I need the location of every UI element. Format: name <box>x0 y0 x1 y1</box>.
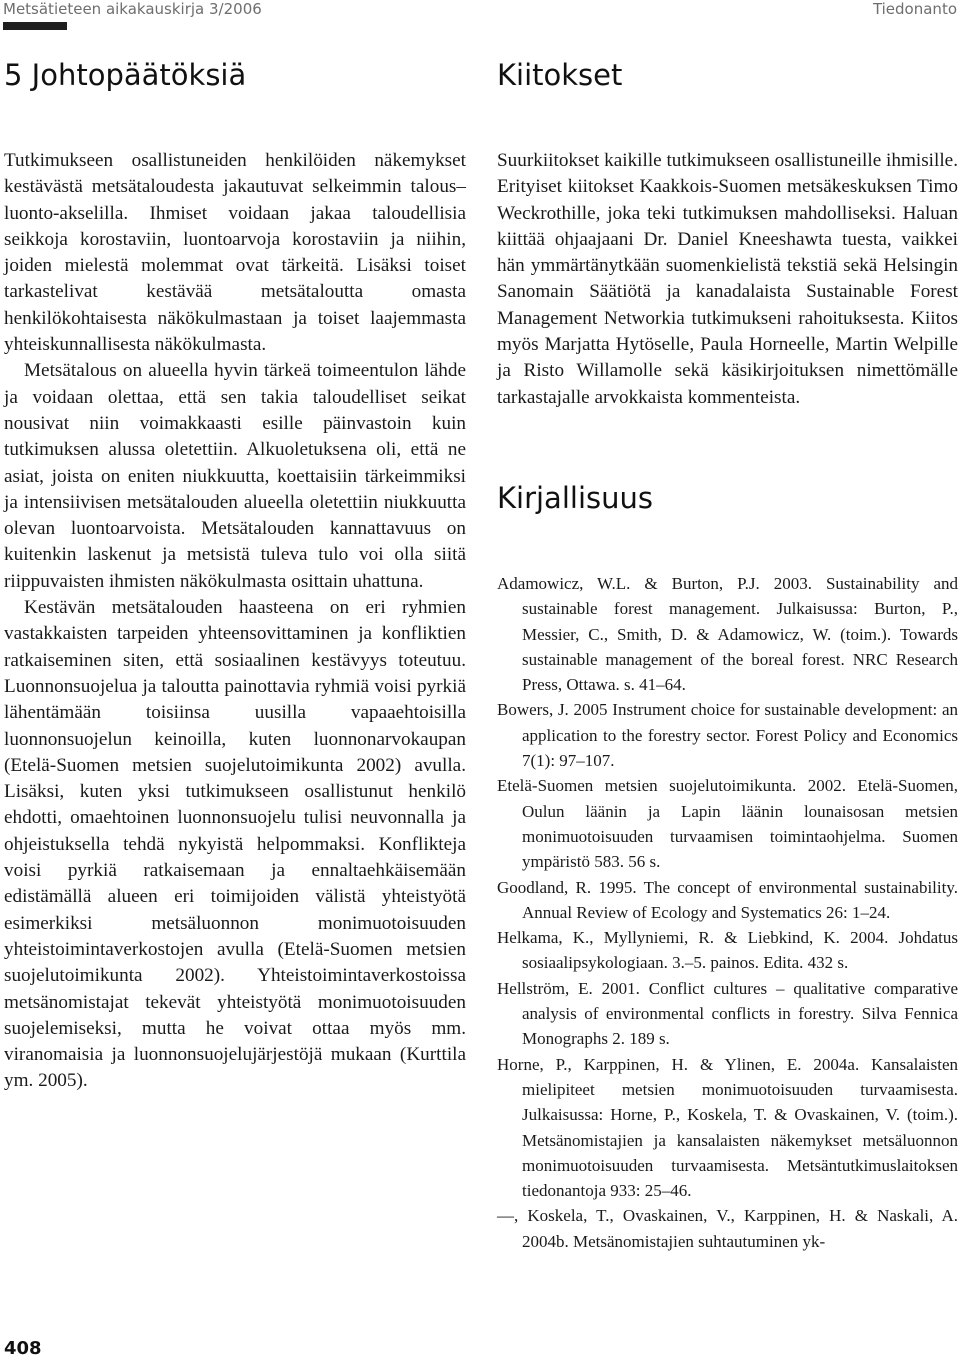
conclusions-paragraph-3: Kestävän metsätalouden haasteena on eri ryhmien vastakkaisten tarpeiden yhteensovittaminen ja konfliktien ratkaiseminen siten, että sosiaalinen kestävyys toteutuu. Luonnonsuojelua ja taloutta painottavia ryhmiä voisi pyrkiä lähentämään toisiinsa uusilla vapaaehtoisilla luonnonsuojelun keinoilla, kuten luonnonarvokaupan (Etelä-Suomen metsien suojelutoimikunta 2002) avulla. Lisäksi, kuten yksi tutkimukseen osallistunut henkilö ehdotti, omaehtoinen luonnonsuojelu tulisi neuvonnalla ja ohjeistuksella tehdä nykyistä helpommaksi. Konflikteja voisi pyrkiä ratkaisemaan ja ennaltaehkäisemään edistämällä alueen eri toimijoiden välistä yhteistyötä esimerkiksi metsäluonnon monimuotoisuuden yhteistoimintaverkostojen avulla (Etelä-Suomen metsien suojelutoimikunta 2002). Yhteistoimintaverkostoissa metsänomistajat tekevät yhteistyötä monimuotoisuuden suojelemiseksi, mutta he voivat ottaa myös mm. viranomaisia ja luonnonsuojelujärjestöjä mukaan (Kurttila ym. 2005). <box>4 597 466 1092</box>
acknowledgements-text: Suurkiitokset kaikille tutkimukseen osallistuneille ihmisille. Erityiset kiitokset Kaakkois-Suomen metsäkeskuksen Timo Weckrothille, joka teki tutkimuksen mahdolliseksi. Haluan kiittää ohjaajaani Dr. Daniel Kneeshawta tuesta, vaikkei hän ymmärtänytkään suomenkielistä tekstiä sekä Helsingin Sanomain Säätiötä ja kanadalaista Sustainable Forest Management Networkia tutkimukseni rahoituksesta. Kiitos myös Marjatta Hytöselle, Paula Horneelle, Martin Welpille ja Risto Willamolle sekä käsikirjoituksen nimettömälle tarkastajalle arvokkaista kommenteista. <box>497 150 958 408</box>
reference-item: Adamowicz, W.L. & Burton, P.J. 2003. Sustainability and sustainable forest management. Julkaisussa: Burton, P., Messier, C., Smith, D. & Adamowicz, W. (toim.). Towards sustainable management of the boreal forest. NRC Research Press, Ottawa. s. 41–64. <box>497 573 958 695</box>
reference-item: Horne, P., Karppinen, H. & Ylinen, E. 2004a. Kansalaisten mielipiteet metsien monimuotoisuuden turvaamisesta. Julkaisussa: Horne, P., Koskela, T. & Ovaskainen, V. (toim.). Metsänomistajien ja kansalaisten näkemykset metsäluonnon monimuotoisuuden turvaamisesta. Metsäntutkimuslaitoksen tiedonantoja 933: 25–46. <box>497 1054 958 1201</box>
reference-item: Goodland, R. 1995. The concept of environmental sustainability. Annual Review of Ecology and Systematics 26: 1–24. <box>497 877 958 922</box>
reference-item: Bowers, J. 2005 Instrument choice for sustainable development: an application to the forestry sector. Forest Policy and Economics 7(1): 97–107. <box>497 700 958 771</box>
conclusions-heading: 5 Johtopäätöksiä <box>4 58 247 92</box>
header-rule-bar <box>3 22 67 30</box>
running-head <box>0 0 960 24</box>
reference-item: Hellström, E. 2001. Conflict cultures – qualitative comparative analysis of environmental conflicts in forestry. Silva Fennica Monographs 2. 189 s. <box>497 978 958 1049</box>
references-heading: Kirjallisuus <box>497 480 653 515</box>
references-list <box>497 571 958 1254</box>
page-number: 408 <box>4 1338 42 1359</box>
section-label: Tiedonanto <box>872 0 957 18</box>
reference-item: Etelä-Suomen metsien suojelutoimikunta. 2002. Etelä-Suomen, Oulun läänin ja Lapin läänin lounaisosan metsien monimuotoisuuden turvaamisen toimintaohjelma. Suomen ympäristö 583. 56 s. <box>497 776 958 872</box>
conclusions-paragraph-2: Metsätalous on alueella hyvin tärkeä toimeentulon lähde ja voidaan olettaa, että sen takia taloudelliset seikat nousivat niin voimakkaasti esille päinvastoin kuin tutkimuksen alussa oletettiin. Alkuoletuksena oli, että ne asiat, joista on eniten niukkuutta, koettaisiin tärkeimmiksi ja intensiivisen metsätalouden alueella oletettiin niukkuutta olevan luontoarvoista. Metsätalouden kannattavuus on kuitenkin laskenut ja metsistä tuleva tulo voi olla siitä riippuvaisten ihmisten näkökulmasta osittain uhattuna. <box>4 360 466 592</box>
journal-title: Metsätieteen aikakauskirja 3/2006 <box>3 0 262 18</box>
reference-item: —, Koskela, T., Ovaskainen, V., Karppinen, H. & Naskali, A. 2004b. Metsänomistajien suhtautuminen yk- <box>497 1206 958 1251</box>
right-column <box>497 52 958 1254</box>
acknowledgements-heading: Kiitokset <box>497 58 623 92</box>
reference-item: Helkama, K., Myllyniemi, R. & Liebkind, K. 2004. Johdatus sosiaalipsykologiaan. 3.–5. painos. Edita. 432 s. <box>497 928 958 973</box>
left-column <box>4 52 466 1095</box>
conclusions-paragraph-1: Tutkimukseen osallistuneiden henkilöiden näkemykset kestävästä metsätaloudesta jakautuvat selkeimmin talous–luonto-akselilla. Ihmiset voidaan jakaa taloudellisia seikkoja korostaviin, luontoarvoja korostaviin ja niihin, joiden mielestä molemmat ovat tärkeitä. Lisäksi toiset tarkastelivat kestävää metsätaloutta omasta henkilökohtaisesta näkökulmastaan ja toiset laajemmasta yhteiskunnallisesta näkökulmasta. <box>4 150 466 356</box>
